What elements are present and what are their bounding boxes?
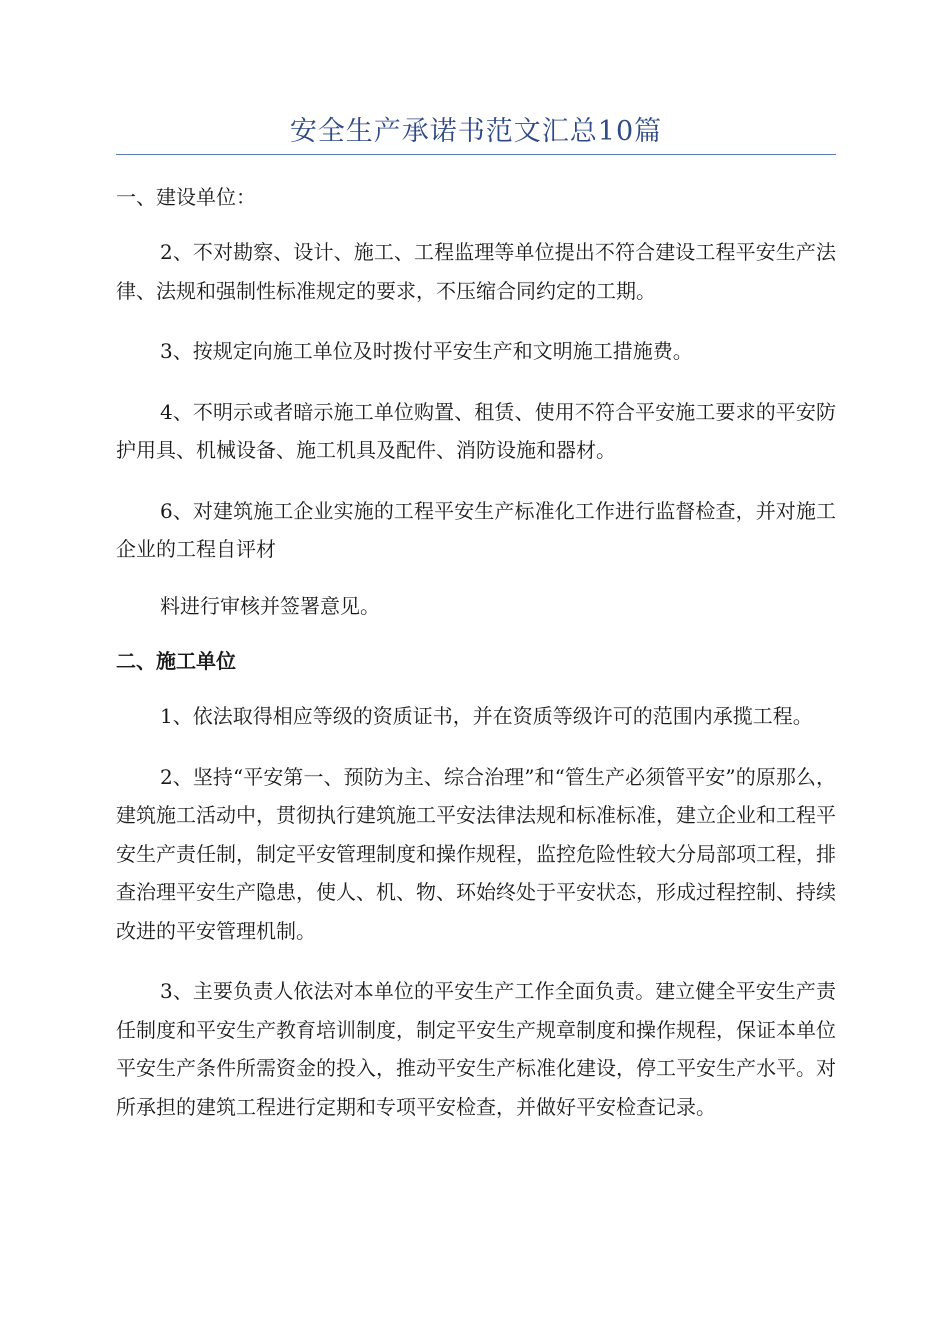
paragraph: 3、主要负责人依法对本单位的平安生产工作全面负责。建立健全平安生产责任制度和平安生产教育培训制度，制定平安生产规章制度和操作规程，保证本单位平安生产条件所需资金的投入，推动平安生产标准化建设，停工平安生产水平。对所承担的建筑工程进行定期和专项平安检查，并做好平安检查记录。 bbox=[116, 979, 836, 1119]
document-page bbox=[116, 112, 836, 1126]
paragraph: 2、不对勘察、设计、施工、工程监理等单位提出不符合建设工程平安生产法律、法规和强制性标准规定的要求，不压缩合同约定的工期。 bbox=[116, 240, 836, 303]
paragraph: 4、不明示或者暗示施工单位购置、租赁、使用不符合平安施工要求的平安防护用具、机械设备、施工机具及配件、消防设施和器材。 bbox=[116, 399, 836, 462]
paragraph-continuation: 料进行审核并签署意见。 bbox=[160, 593, 380, 618]
paragraph: 3、按规定向施工单位及时拨付平安生产和文明施工措施费。 bbox=[160, 339, 693, 363]
paragraph: 2、坚持“平安第一、预防为主、综合治理”和“管生产必须管平安”的原那么，建筑施工活动中，贯彻执行建筑施工平安法律法规和标准标准，建立企业和工程平安生产责任制，制定平安管理制度和操作规程，监控危险性较大分局部项工程，排查治理平安生产隐患，使人、机、物、环始终处于平安状态，形成过程控制、持续改进的平安管理机制。 bbox=[116, 764, 836, 943]
section-contractor-unit bbox=[116, 647, 836, 1126]
paragraph: 6、对建筑施工企业实施的工程平安生产标准化工作进行监督检查，并对施工企业的工程自评材 bbox=[116, 498, 836, 561]
section-heading: 一、建设单位： bbox=[116, 185, 256, 209]
section-heading: 二、施工单位 bbox=[116, 649, 236, 673]
paragraph: 1、依法取得相应等级的资质证书，并在资质等级许可的范围内承揽工程。 bbox=[160, 704, 813, 728]
document-title: 安全生产承诺书范文汇总10篇 bbox=[116, 112, 836, 155]
section-construction-unit bbox=[116, 183, 836, 625]
